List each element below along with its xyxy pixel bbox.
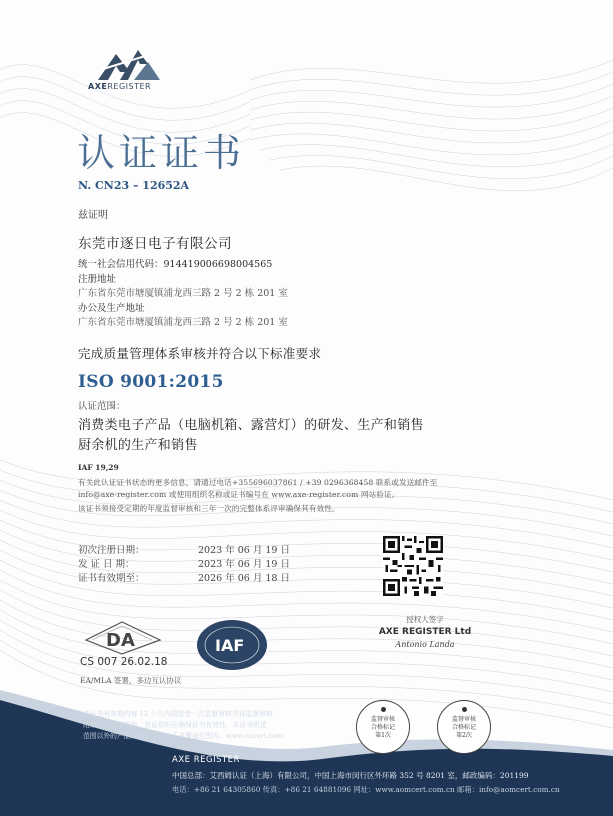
surveillance-seal-1 bbox=[356, 700, 410, 754]
qr-code[interactable] bbox=[383, 536, 443, 596]
accreditation-code: CS 007 26.02.18 bbox=[80, 656, 168, 668]
iaf-mla-logo bbox=[195, 618, 269, 672]
credit-code: 统一社会信用代码：914419006698004565 bbox=[78, 259, 273, 270]
svg-text:IAF: IAF bbox=[215, 636, 245, 655]
registered-address-label: 注册地址 bbox=[78, 274, 117, 285]
authorized-signature-label: 授权人签字 bbox=[406, 615, 444, 624]
company-name: 东莞市逐日电子有限公司 bbox=[78, 236, 232, 252]
fineprint-line-1: 本证书有效期内每 12 个月内须接受一次监督审核并将监督审核 bbox=[83, 710, 273, 718]
accredia-logo bbox=[80, 620, 165, 658]
validity-note: 该证书须接受定期的年度监督审核和三年一次的完整体系评审确保其有效性。 bbox=[78, 504, 340, 513]
seal-dot-icon bbox=[462, 707, 467, 712]
fineprint-line-3: 范围以外的产品或服务不在此证书覆盖范围内。www.cncert.com bbox=[83, 732, 284, 740]
initial-registration-date: 初次注册日期： 2023 年 06 月 19 日 bbox=[78, 545, 290, 556]
fineprint-line-2: 结果报送颁证机构。获证组织应确保证书有效性，本证书所述 bbox=[83, 721, 267, 729]
registered-address: 广东省东莞市塘厦镇浦龙西三路 2 号 2 栋 201 室 bbox=[78, 288, 288, 299]
compliance-statement: 完成质量管理体系审核并符合以下标准要求 bbox=[78, 346, 322, 361]
seal-1-text: 监督审核 合格标记 第1次 bbox=[370, 716, 395, 739]
signatory-name: Antonio Landa bbox=[395, 640, 455, 649]
standard-name: ISO 9001:2015 bbox=[78, 372, 224, 392]
verification-note-2: info@axe-register.com 或使用组织名称或证书编号在 www.axe-register.com 网站验证。 bbox=[78, 490, 400, 499]
seal-2-text: 监督审核 合格标记 第2次 bbox=[451, 716, 476, 739]
certificate-number: N. CN23 – 12652A bbox=[78, 179, 190, 192]
footer-contact: 电话：+86 21 64305860 传真：+86 21 64881096 网址：www.aomcert.com.cn 邮箱：info@aomcert.com.cn bbox=[172, 785, 560, 794]
hereby-text: 兹证明 bbox=[78, 210, 108, 221]
signature-block bbox=[360, 614, 490, 649]
footer-title: AXE REGISTER bbox=[172, 755, 240, 765]
logo-wordmark: AXEREGISTER bbox=[88, 82, 152, 91]
scope-label: 认证范围： bbox=[78, 401, 126, 412]
svg-text:DA: DA bbox=[106, 630, 135, 651]
office-address: 广东省东莞市塘厦镇浦龙西三路 2 号 2 栋 201 室 bbox=[78, 317, 288, 328]
expiry-date: 证书有效期至： 2026 年 06 月 18 日 bbox=[78, 573, 290, 584]
verification-note-1: 有关此认证证书状态的更多信息，请通过电话+355696037861 / +39 0296368458 联系或发送邮件至 bbox=[78, 478, 438, 487]
footer-address: 中国总部：艾西姆认证（上海）有限公司，中国上海市闵行区外环路 352 号 8201 室，邮政编码：201199 bbox=[172, 771, 529, 780]
signature-organization: AXE REGISTER Ltd bbox=[378, 627, 472, 637]
mla-note: EA/MLA 签署，多边互认协议 bbox=[80, 676, 182, 685]
scope-line-1: 消费类电子产品（电脑机箱、露营灯）的研发、生产和销售 bbox=[78, 418, 424, 433]
certificate-title: 认证证书 bbox=[77, 131, 246, 175]
surveillance-seal-2 bbox=[437, 700, 491, 754]
scope-line-2: 厨余机的生产和销售 bbox=[78, 438, 198, 453]
iaf-code: IAF 19,29 bbox=[78, 463, 119, 472]
seal-dot-icon bbox=[381, 707, 386, 712]
issue-date: 发 证 日 期： 2023 年 06 月 19 日 bbox=[78, 559, 290, 570]
office-address-label: 办公及生产地址 bbox=[78, 303, 145, 314]
